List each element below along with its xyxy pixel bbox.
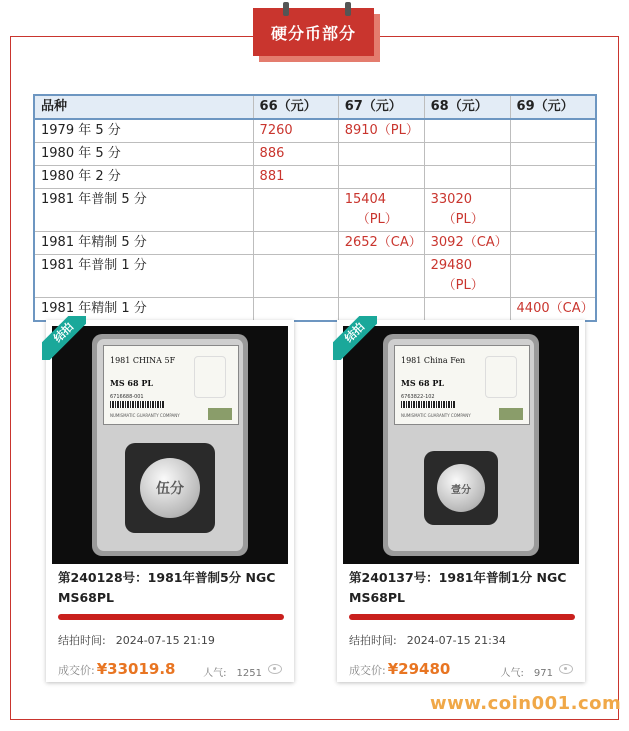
slab-title: 1981 China Fen: [401, 356, 466, 365]
section-title: 硬分币部分: [253, 8, 374, 56]
header-variety: 品种: [34, 95, 253, 119]
price-value: ¥29480: [387, 660, 451, 678]
table-row: [34, 119, 596, 143]
cell-price: 8910（PL）: [338, 119, 424, 143]
ngc-slab: [383, 334, 539, 556]
cell-price-value: 29480: [430, 258, 472, 273]
end-time-label: 结拍时间:: [349, 634, 397, 647]
cell-variety: 1981 年普制 5 分: [34, 189, 253, 232]
price-label: 成交价:: [349, 664, 386, 677]
divider-bar: [349, 614, 575, 620]
header-grade-68: 68（元）: [424, 95, 510, 119]
table-row: [34, 232, 596, 255]
cell-price: 881: [253, 166, 338, 189]
auction-card[interactable]: [46, 320, 294, 682]
price-value: ¥33019.8: [96, 660, 176, 678]
cell-price: [424, 298, 510, 322]
auction-card[interactable]: [337, 320, 585, 682]
slab-grade: MS 68 PL: [110, 378, 153, 388]
coin-face-text: 壹分: [451, 484, 471, 496]
slab-cert: 6716688-001: [110, 394, 144, 400]
cell-price-value: 15404: [344, 192, 387, 207]
cell-price: 886: [253, 143, 338, 166]
cell-price: [510, 255, 596, 298]
cell-price: [253, 298, 338, 322]
lot-title[interactable]: 第240128号：1981年普制5分 NGC MS68PL: [58, 570, 276, 605]
price-row: [349, 660, 575, 682]
ngc-logo: [499, 408, 523, 420]
cell-price-grade: （PL）: [356, 212, 398, 227]
slab-grade: MS 68 PL: [401, 378, 444, 388]
popularity-label: 人气:: [500, 668, 524, 679]
lot-title[interactable]: 第240137号：1981年普制1分 NGC MS68PL: [349, 570, 567, 605]
cell-price: [338, 166, 424, 189]
end-time-value: 2024-07-15 21:34: [406, 634, 506, 647]
slab-title: 1981 CHINA 5F: [110, 356, 176, 365]
slab-label: [103, 345, 239, 425]
table-row: [34, 255, 596, 298]
cell-variety: 1980 年 2 分: [34, 166, 253, 189]
cell-price: [338, 143, 424, 166]
popularity: [501, 664, 553, 679]
coin-holder: [125, 443, 215, 533]
cell-price: 7260: [253, 119, 338, 143]
header-grade-69: 69（元）: [510, 95, 596, 119]
cell-price: [424, 166, 510, 189]
cell-variety: 1980 年 5 分: [34, 143, 253, 166]
sold-badge-label: 结拍: [42, 316, 86, 360]
sold-badge: [42, 316, 86, 360]
ngc-logo: [208, 408, 232, 420]
sold-badge: [333, 316, 377, 360]
coin-image: [437, 464, 485, 512]
sold-badge-label: 结拍: [333, 316, 377, 360]
coin-photo[interactable]: [343, 326, 579, 564]
cell-price: 3092（CA）: [424, 232, 510, 255]
popularity-value: 971: [533, 668, 553, 679]
end-time-value: 2024-07-15 21:19: [115, 634, 215, 647]
cell-price: [510, 143, 596, 166]
cell-price: [424, 143, 510, 166]
cell-variety: 1979 年 5 分: [34, 119, 253, 143]
scale-icon: [194, 356, 226, 398]
slab-company: NUMISMATIC GUARANTY COMPANY: [401, 413, 471, 418]
pin-icon: [345, 2, 351, 16]
cell-price: [510, 232, 596, 255]
cell-price-value: 33020: [430, 192, 472, 207]
table-row: [34, 166, 596, 189]
cell-variety: 1981 年精制 1 分: [34, 298, 253, 322]
slab-label: [394, 345, 530, 425]
cell-price-grade: （PL）: [442, 212, 484, 227]
cell-variety: 1981 年普制 1 分: [34, 255, 253, 298]
cell-variety: 1981 年精制 5 分: [34, 232, 253, 255]
table-row: [34, 298, 596, 322]
popularity-label: 人气:: [203, 668, 227, 679]
ngc-slab: [92, 334, 248, 556]
section-header: [253, 8, 380, 62]
cell-price: [424, 189, 510, 232]
cell-price: [338, 189, 424, 232]
cell-price: [510, 189, 596, 232]
end-time: [58, 632, 284, 648]
cell-price: 2652（CA）: [338, 232, 424, 255]
cell-price-grade: （PL）: [442, 278, 484, 293]
coin-image: [140, 458, 200, 518]
cell-price: [424, 119, 510, 143]
table-row: [34, 143, 596, 166]
card-info: [349, 568, 575, 682]
popularity-value: 1251: [236, 668, 262, 679]
cell-price: [510, 119, 596, 143]
cell-price: [510, 166, 596, 189]
price-label: 成交价:: [58, 664, 95, 677]
price-row: [58, 660, 284, 682]
price-table: [33, 94, 597, 322]
site-watermark: www.coin001.com: [430, 693, 622, 714]
cell-price: [424, 255, 510, 298]
scale-icon: [485, 356, 517, 398]
cell-price: [338, 255, 424, 298]
cell-price: [253, 255, 338, 298]
cell-price: [253, 189, 338, 232]
slab-company: NUMISMATIC GUARANTY COMPANY: [110, 413, 180, 418]
table-header-row: [34, 95, 596, 119]
barcode-icon: [110, 401, 164, 408]
barcode-icon: [401, 401, 455, 408]
coin-holder: [424, 451, 498, 525]
end-time: [349, 632, 575, 648]
eye-icon: [268, 664, 282, 674]
cell-price: 4400（CA）: [510, 298, 596, 322]
eye-icon: [559, 664, 573, 674]
popularity: [203, 664, 262, 679]
table-row: [34, 189, 596, 232]
card-info: [58, 568, 284, 682]
pin-icon: [283, 2, 289, 16]
cell-price: [253, 232, 338, 255]
header-grade-67: 67（元）: [338, 95, 424, 119]
slab-cert: 6763822-102: [401, 394, 435, 400]
end-time-label: 结拍时间:: [58, 634, 106, 647]
divider-bar: [58, 614, 284, 620]
coin-face-text: 伍分: [156, 481, 184, 497]
coin-photo[interactable]: [52, 326, 288, 564]
header-grade-66: 66（元）: [253, 95, 338, 119]
